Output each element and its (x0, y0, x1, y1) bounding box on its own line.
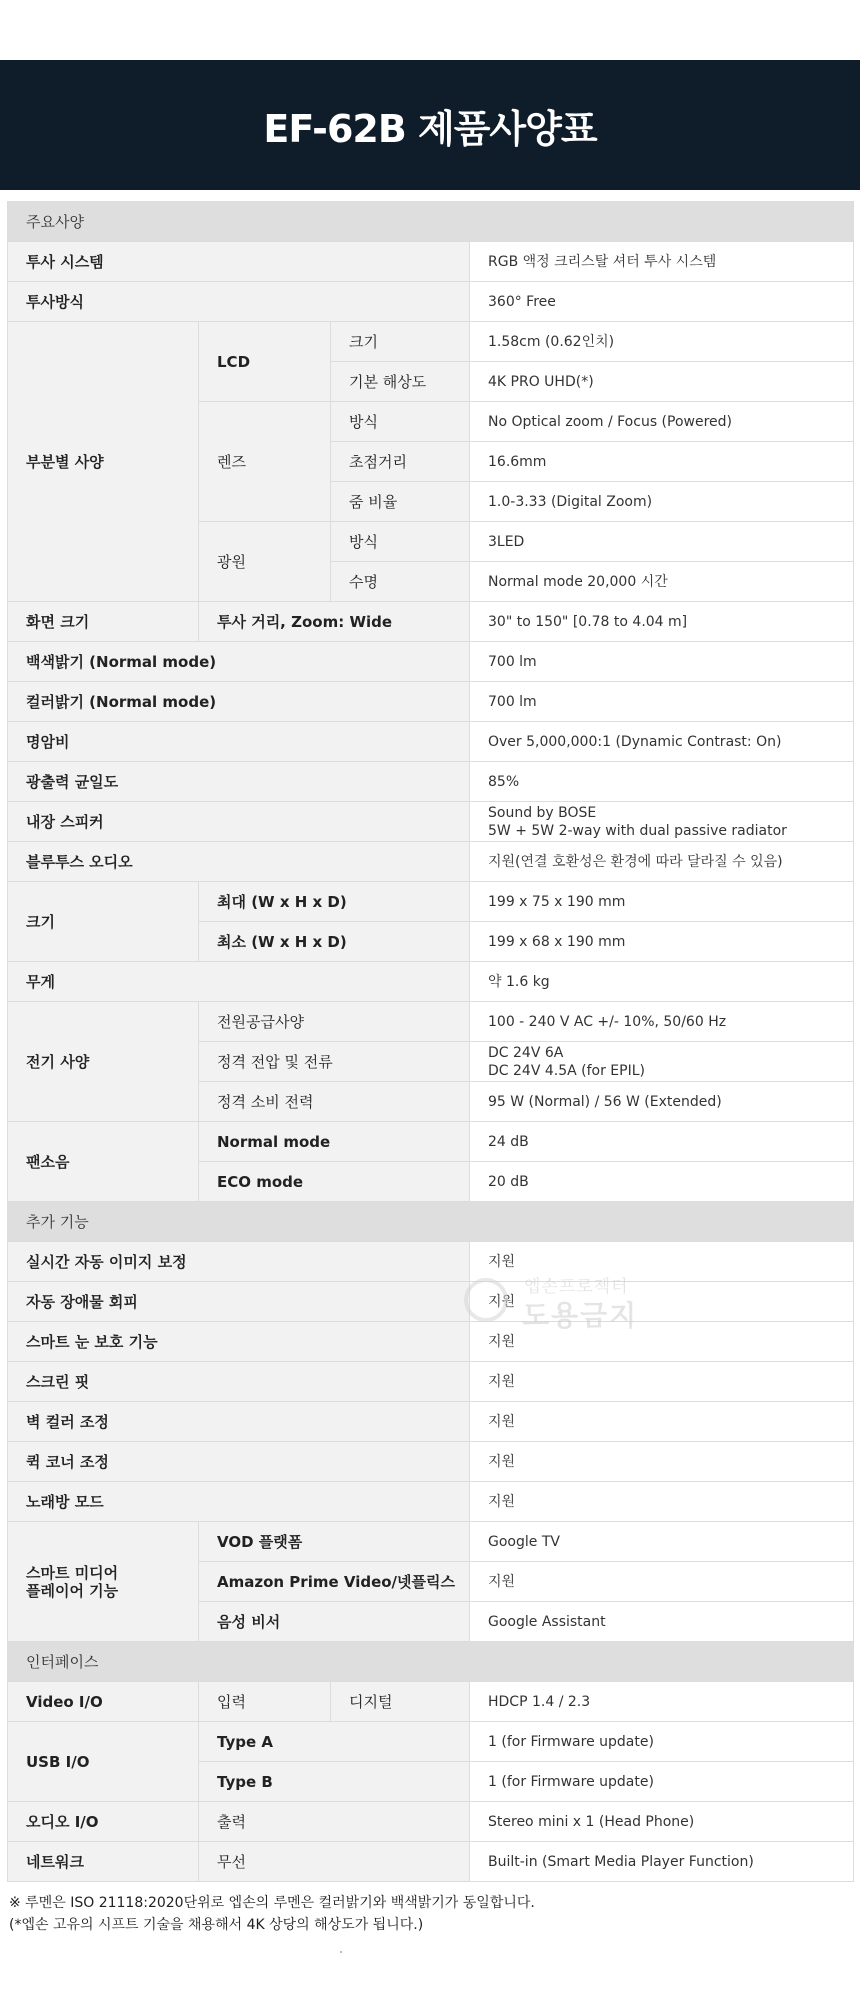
spec-label: 오디오 I/O (8, 1802, 199, 1842)
spec-sub-label: 디지털 (331, 1682, 470, 1722)
spec-label: 광출력 균일도 (8, 762, 470, 802)
spec-sub-label: 투사 거리, Zoom: Wide (199, 602, 470, 642)
spec-sub-label: VOD 플랫폼 (199, 1522, 470, 1562)
spec-label: 블루투스 오디오 (8, 842, 470, 882)
spec-value: 지원 (470, 1482, 854, 1522)
spec-sub-label: 출력 (199, 1802, 470, 1842)
table-row (8, 282, 854, 322)
spec-label: 전기 사양 (8, 1002, 199, 1122)
spec-value: Google TV (470, 1522, 854, 1562)
spec-value: 1.58cm (0.62인치) (470, 322, 854, 362)
section-title: 추가 기능 (8, 1202, 854, 1242)
footnote: ※ 루멘은 ISO 21118:2020단위로 엡손의 루멘은 컬러밝기와 백색밝기가 동일합니다. (9, 1895, 535, 1911)
table-row (8, 1682, 854, 1722)
spec-sub-label: 입력 (199, 1682, 331, 1722)
spec-label: Video I/O (8, 1682, 199, 1722)
spec-sub-label: 방식 (331, 402, 470, 442)
table-row (8, 1002, 854, 1042)
spec-sub-label: Type A (199, 1722, 470, 1762)
spec-value-line: 5W + 5W 2-way with dual passive radiator (488, 822, 787, 839)
table-row (8, 1842, 854, 1882)
watermark-text: 엡손프로젝터 (524, 1277, 629, 1297)
table-row (8, 962, 854, 1002)
section-title: 주요사양 (8, 202, 854, 242)
table-row (8, 1482, 854, 1522)
table-row (8, 682, 854, 722)
spec-label: 자동 장애물 회피 (8, 1282, 470, 1322)
spec-sub-label: 수명 (331, 562, 470, 602)
spec-value: 700 lm (470, 642, 854, 682)
section-header-extra (8, 1202, 854, 1242)
spec-sub-label: 정격 전압 및 전류 (199, 1042, 470, 1082)
spec-label: 투사 시스템 (8, 242, 470, 282)
spec-sub-label: 전원공급사양 (199, 1002, 470, 1042)
spec-value: 20 dB (470, 1162, 854, 1202)
footnotes (9, 1892, 535, 1936)
table-row (8, 642, 854, 682)
spec-value: 199 x 68 x 190 mm (470, 922, 854, 962)
spec-value: 지원 (470, 1362, 854, 1402)
spec-sub-label: 최대 (W x H x D) (199, 882, 470, 922)
table-row (8, 722, 854, 762)
spec-label: 명암비 (8, 722, 470, 762)
spec-value: No Optical zoom / Focus (Powered) (470, 402, 854, 442)
spec-value: 지원 (470, 1242, 854, 1282)
spec-value: 약 1.6 kg (470, 962, 854, 1002)
spec-table (7, 201, 854, 1882)
spec-value: 700 lm (470, 682, 854, 722)
spec-label: 벽 컬러 조정 (8, 1402, 470, 1442)
spec-value: 100 - 240 V AC +/- 10%, 50/60 Hz (470, 1002, 854, 1042)
spec-value-line: DC 24V 4.5A (for EPIL) (488, 1062, 645, 1079)
table-row (8, 802, 854, 842)
spec-value: 199 x 75 x 190 mm (470, 882, 854, 922)
table-row (8, 602, 854, 642)
spec-sub-label: ECO mode (199, 1162, 470, 1202)
spec-label: 실시간 자동 이미지 보정 (8, 1242, 470, 1282)
spec-sub-label: 음성 비서 (199, 1602, 470, 1642)
spec-label: 퀵 코너 조정 (8, 1442, 470, 1482)
spec-value-line: Sound by BOSE (488, 804, 597, 821)
table-row (8, 1722, 854, 1762)
spec-sub-label: 초점거리 (331, 442, 470, 482)
spec-label (8, 1522, 199, 1642)
table-row (8, 1402, 854, 1442)
spec-value: RGB 액정 크리스탈 셔터 투사 시스템 (470, 242, 854, 282)
spec-value: 3LED (470, 522, 854, 562)
spec-sub-label: 무선 (199, 1842, 470, 1882)
section-header-interface (8, 1642, 854, 1682)
spec-value: Normal mode 20,000 시간 (470, 562, 854, 602)
watermark-text: 도용금지 (522, 1299, 639, 1332)
spec-value: 지원 (470, 1282, 854, 1322)
spec-label: 화면 크기 (8, 602, 199, 642)
spec-group-label: 렌즈 (199, 402, 331, 522)
spec-sub-label: 정격 소비 전력 (199, 1082, 470, 1122)
spec-value: Built-in (Smart Media Player Function) (470, 1842, 854, 1882)
spec-value: Over 5,000,000:1 (Dynamic Contrast: On) (470, 722, 854, 762)
table-row (8, 1442, 854, 1482)
spec-value: 지원 (470, 1402, 854, 1442)
table-row (8, 322, 854, 362)
table-row (8, 1802, 854, 1842)
spec-sub-label: 최소 (W x H x D) (199, 922, 470, 962)
page-title: EF-62B 제품사양표 (263, 106, 597, 151)
spec-group-label: 광원 (199, 522, 331, 602)
spec-label: USB I/O (8, 1722, 199, 1802)
title-banner (0, 60, 860, 190)
spec-label: 부분별 사양 (8, 322, 199, 602)
spec-label: 무게 (8, 962, 470, 1002)
divider-dot (340, 1951, 342, 1953)
spec-label: 컬러밝기 (Normal mode) (8, 682, 470, 722)
spec-label-line: 플레이어 기능 (26, 1581, 119, 1600)
spec-sub-label: 크기 (331, 322, 470, 362)
spec-label: 투사방식 (8, 282, 470, 322)
table-row (8, 1282, 854, 1322)
spec-value-line: DC 24V 6A (488, 1044, 564, 1061)
spec-sub-label: 기본 해상도 (331, 362, 470, 402)
table-row (8, 1322, 854, 1362)
spec-value (470, 1042, 854, 1082)
table-row (8, 882, 854, 922)
spec-value: 16.6mm (470, 442, 854, 482)
spec-value: 85% (470, 762, 854, 802)
spec-sub-label: 줌 비율 (331, 482, 470, 522)
spec-value (470, 802, 854, 842)
spec-value: 95 W (Normal) / 56 W (Extended) (470, 1082, 854, 1122)
footnote: (*엡손 고유의 시프트 기술을 채용해서 4K 상당의 해상도가 됩니다.) (9, 1917, 424, 1933)
spec-value: 지원 (470, 1442, 854, 1482)
table-row (8, 1362, 854, 1402)
section-header-main (8, 202, 854, 242)
section-title: 인터페이스 (8, 1642, 854, 1682)
table-row (8, 242, 854, 282)
spec-value: 360° Free (470, 282, 854, 322)
table-row (8, 762, 854, 802)
spec-group-label: LCD (199, 322, 331, 402)
spec-label: 백색밝기 (Normal mode) (8, 642, 470, 682)
spec-value: Stereo mini x 1 (Head Phone) (470, 1802, 854, 1842)
spec-label: 팬소음 (8, 1122, 199, 1202)
spec-value: 1 (for Firmware update) (470, 1762, 854, 1802)
table-row (8, 842, 854, 882)
spec-label: 스크린 핏 (8, 1362, 470, 1402)
table-row (8, 1242, 854, 1282)
spec-label: 내장 스피커 (8, 802, 470, 842)
spec-value: 30" to 150" [0.78 to 4.04 m] (470, 602, 854, 642)
spec-value: HDCP 1.4 / 2.3 (470, 1682, 854, 1722)
spec-value: 지원 (470, 1562, 854, 1602)
table-row (8, 1522, 854, 1562)
spec-value: 지원(연결 호환성은 환경에 따라 달라질 수 있음) (470, 842, 854, 882)
spec-label: 크기 (8, 882, 199, 962)
spec-sub-label: Type B (199, 1762, 470, 1802)
spec-sub-label: Normal mode (199, 1122, 470, 1162)
spec-label: 스마트 눈 보호 기능 (8, 1322, 470, 1362)
spec-value: 1.0-3.33 (Digital Zoom) (470, 482, 854, 522)
table-row (8, 1122, 854, 1162)
spec-value: 1 (for Firmware update) (470, 1722, 854, 1762)
spec-value: 24 dB (470, 1122, 854, 1162)
spec-label: 노래방 모드 (8, 1482, 470, 1522)
spec-sub-label: 방식 (331, 522, 470, 562)
spec-label: 네트워크 (8, 1842, 199, 1882)
spec-value: 지원 (470, 1322, 854, 1362)
spec-label-line: 스마트 미디어 (26, 1563, 119, 1582)
spec-value: 4K PRO UHD(*) (470, 362, 854, 402)
spec-value: Google Assistant (470, 1602, 854, 1642)
spec-sub-label: Amazon Prime Video/넷플릭스 (199, 1562, 470, 1602)
